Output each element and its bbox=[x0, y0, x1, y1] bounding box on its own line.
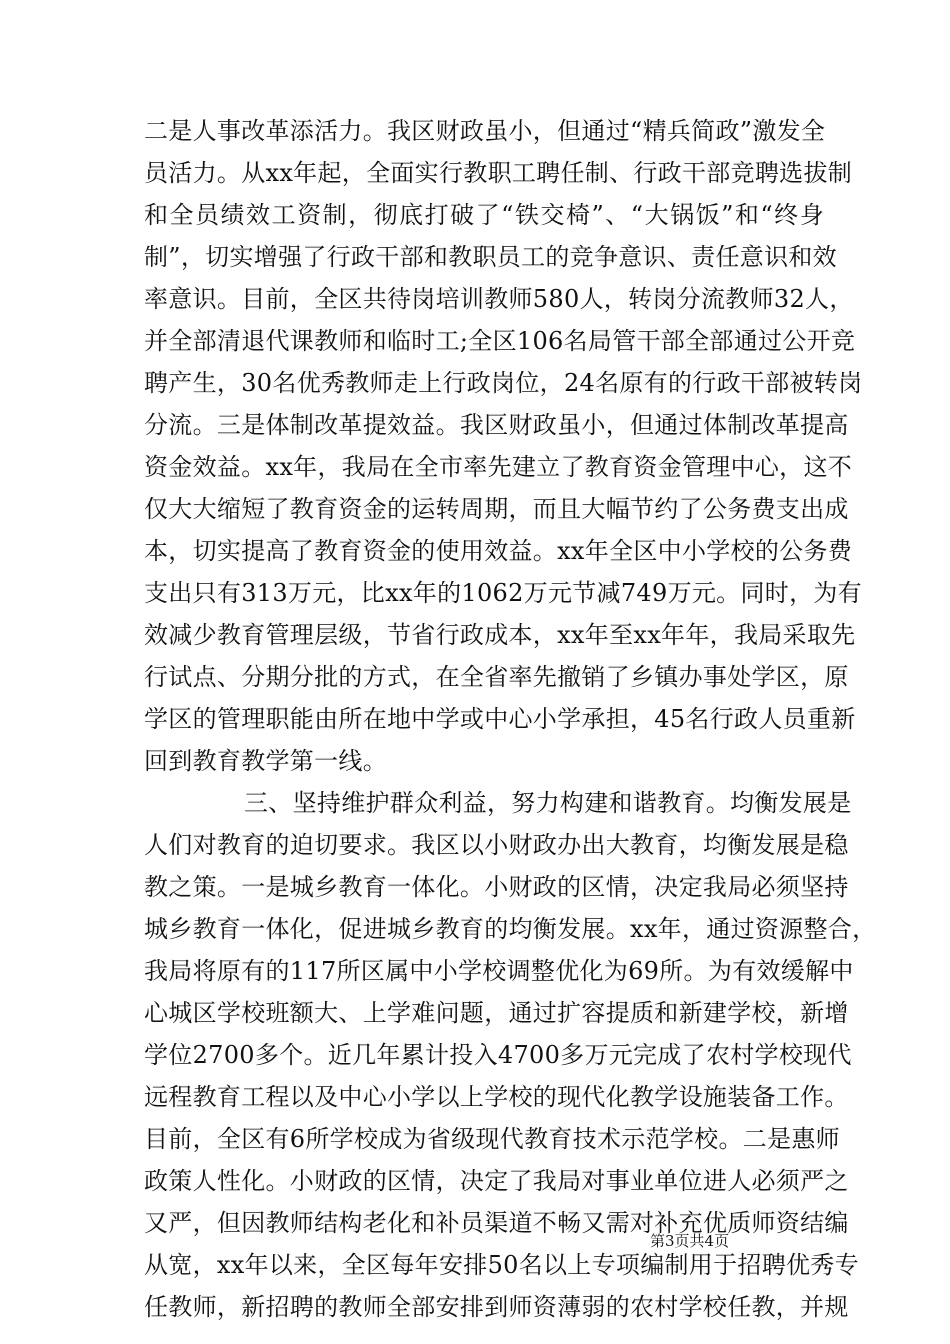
body-line: 城乡教育一体化，促进城乡教育的均衡发展。xx年，通过资源整合， bbox=[144, 915, 877, 943]
body-line: 资金效益。xx年，我局在全市率先建立了教育资金管理中心，这不 bbox=[144, 453, 853, 481]
body-line: 学区的管理职能由所在地中学或中心小学承担，45名行政人员重新 bbox=[144, 705, 856, 733]
body-line: 率意识。目前，全区共待岗培训教师580人，转岗分流教师32人， bbox=[144, 285, 854, 313]
body-line: 人们对教育的迫切要求。我区以小财政办出大教育，均衡发展是稳 bbox=[144, 831, 849, 859]
body-line: 和全员绩效工资制，彻底打破了“铁交椅”、“大锅饭”和“终身 bbox=[144, 201, 824, 229]
body-line: 并全部清退代课教师和临时工;全区106名局管干部全部通过公开竞 bbox=[144, 327, 856, 355]
body-line: 支出只有313万元，比xx年的1062万元节减749万元。同时，为有 bbox=[144, 579, 862, 607]
body-line: 任教师，新招聘的教师全部安排到师资薄弱的农村学校任教，并规 bbox=[144, 1293, 849, 1321]
body-line: 教之策。一是城乡教育一体化。小财政的区情，决定我局必须坚持 bbox=[144, 873, 849, 901]
page-number: 第3页共4页 bbox=[650, 1232, 730, 1250]
body-line: 制”，切实增强了行政干部和教职员工的竞争意识、责任意识和效 bbox=[144, 243, 837, 271]
body-line: 学位2700多个。近几年累计投入4700多万元完成了农村学校现代 bbox=[144, 1041, 852, 1069]
body-line: 效减少教育管理层级，节省行政成本，xx年至xx年年，我局采取先 bbox=[144, 621, 856, 649]
body-line: 本，切实提高了教育资金的使用效益。xx年全区中小学校的公务费 bbox=[144, 537, 853, 565]
body-line: 心城区学校班额大、上学难问题，通过扩容提质和新建学校，新增 bbox=[144, 999, 849, 1027]
body-line: 又严，但因教师结构老化和补员渠道不畅又需对补充优质师资结编 bbox=[144, 1209, 849, 1237]
body-line: 从宽，xx年以来，全区每年安排50名以上专项编制用于招聘优秀专 bbox=[144, 1251, 859, 1279]
body-line: 回到教育教学第一线。 bbox=[144, 747, 387, 775]
body-line: 二是人事改革添活力。我区财政虽小，但通过“精兵简政”激发全 bbox=[144, 117, 826, 145]
body-line: 聘产生，30名优秀教师走上行政岗位，24名原有的行政干部被转岗 bbox=[144, 369, 863, 397]
body-line: 仅大大缩短了教育资金的运转周期，而且大幅节约了公务费支出成 bbox=[144, 495, 849, 523]
body-line: 目前，全区有6所学校成为省级现代教育技术示范学校。二是惠师 bbox=[144, 1125, 840, 1153]
body-line: 我局将原有的117所区属中小学校调整优化为69所。为有效缓解中 bbox=[144, 957, 854, 985]
body-line: 政策人性化。小财政的区情，决定了我局对事业单位进人必须严之 bbox=[144, 1167, 849, 1195]
body-line: 行试点、分期分批的方式，在全省率先撤销了乡镇办事处学区，原 bbox=[144, 663, 849, 691]
section-heading-line: 三、坚持维护群众利益，努力构建和谐教育。均衡发展是 bbox=[244, 789, 852, 817]
body-line: 分流。三是体制改革提效益。我区财政虽小，但通过体制改革提高 bbox=[144, 411, 849, 439]
body-line: 远程教育工程以及中心小学以上学校的现代化教学设施装备工作。 bbox=[144, 1083, 849, 1111]
body-line: 员活力。从xx年起，全面实行教职工聘任制、行政干部竞聘选拔制 bbox=[144, 159, 853, 187]
